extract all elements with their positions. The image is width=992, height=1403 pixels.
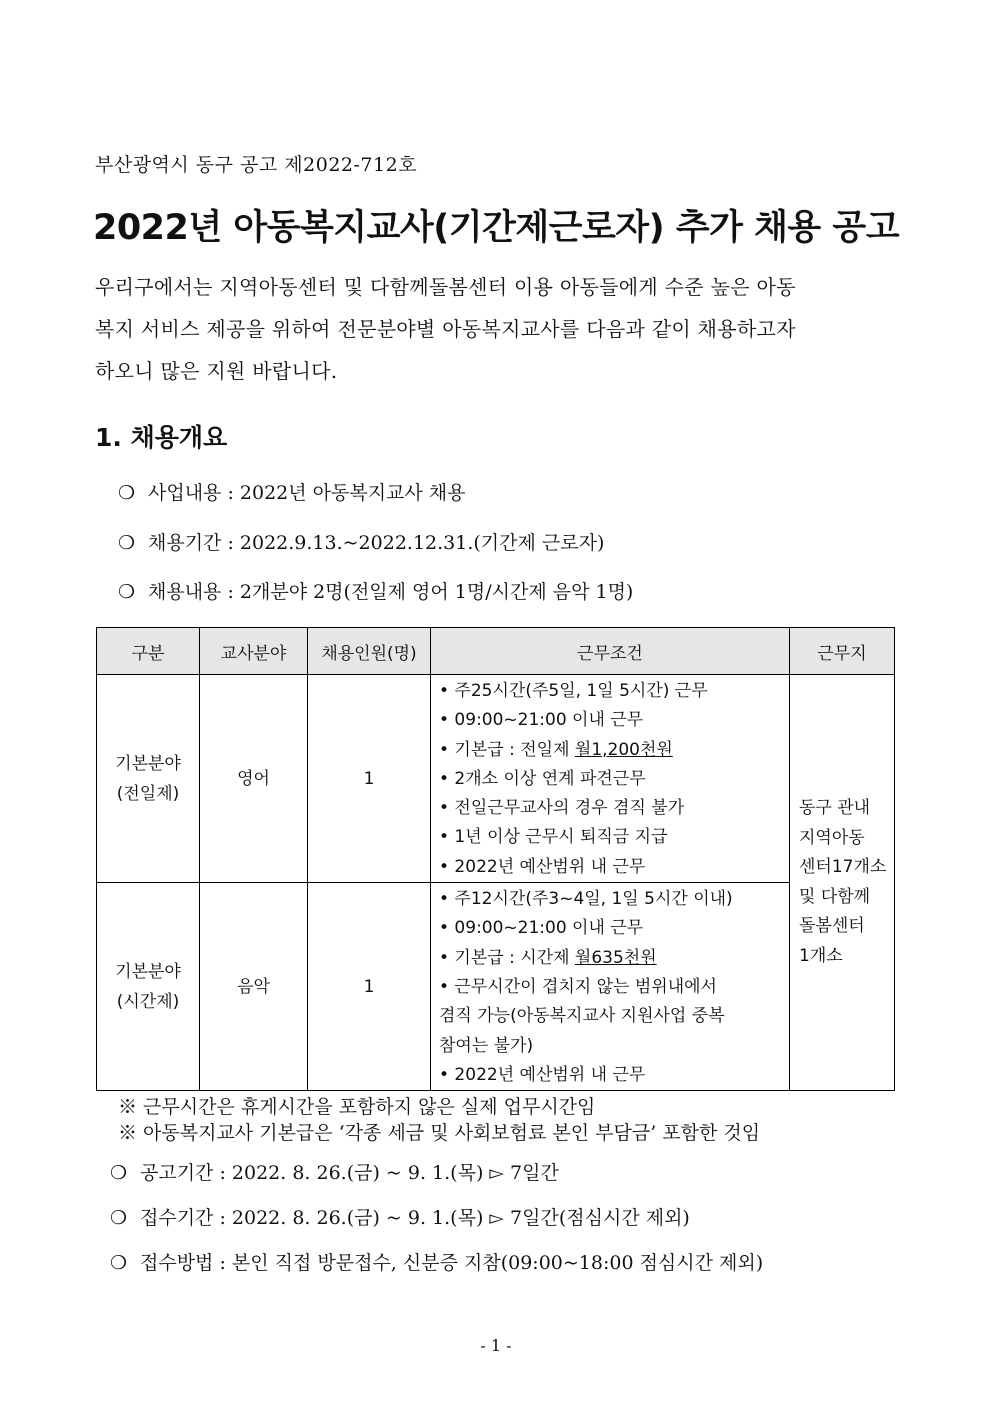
category-line: 기본분야 [115,753,181,774]
overview-item-business [118,478,466,505]
section-title: 1. 채용개요 [95,423,228,452]
table-header-row [97,628,895,675]
salary-value: 월1,200천원 [574,739,673,760]
condition-line: • 근무시간이 겹치지 않는 범위내에서 [439,976,717,997]
overview-item-text: 사업내용 : 2022년 아동복지교사 채용 [148,482,466,504]
circle-bullet-icon: ❍ [118,482,136,504]
condition-line: • 2022년 예산범위 내 근무 [439,1064,646,1085]
table-row [97,883,895,1091]
field-cell: 음악 [200,883,308,1091]
note-line: ※ 근무시간은 휴게시간을 포함하지 않은 실제 업무시간임 [118,1096,596,1118]
table-header-cell: 구분 [97,628,200,675]
table-header-cell: 채용인원(명) [308,628,431,675]
circle-bullet-icon: ❍ [110,1252,128,1274]
condition-line: • 1년 이상 근무시 퇴직금 지급 [439,827,668,848]
workplace-line: 센터17개소 [799,857,887,878]
workplace-line: 동구 관내 [799,798,871,819]
circle-bullet-icon: ❍ [110,1207,128,1229]
overview-item-text: 채용내용 : 2개분야 2명(전일제 영어 1명/시간제 음악 1명) [148,581,634,603]
workplace-line: 1개소 [799,945,843,966]
count-cell: 1 [308,675,431,883]
schedule-item-notice-period [110,1158,559,1185]
circle-bullet-icon: ❍ [118,532,136,554]
note-line: ※ 아동복지교사 기본급은 ‘각종 세금 및 사회보험료 본인 부담금’ 포함한 것임 [118,1122,761,1144]
condition-line: • 09:00~21:00 이내 근무 [439,918,644,939]
field-cell: 영어 [200,675,308,883]
intro-line: 하오니 많은 지원 바랍니다. [95,359,338,383]
salary-value: 월635천원 [574,947,657,968]
workplace-cell [790,675,895,1091]
page-title: 2022년 아동복지교사(기간제근로자) 추가 채용 공고 [92,208,900,248]
schedule-item-reception-method [110,1248,763,1275]
condition-line: • 기본급 : 전일제 월1,200천원 [439,739,673,760]
schedule-item-reception-period [110,1203,690,1230]
page-number: - 1 - [480,1336,512,1355]
table-header-cell: 교사분야 [200,628,308,675]
condition-line: 겸직 가능(아동복지교사 지원사업 중복 [439,1006,725,1027]
schedule-item-text: 공고기간 : 2022. 8. 26.(금) ~ 9. 1.(목) ▻ 7일간 [140,1162,559,1184]
condition-line: • 주12시간(주3~4일, 1일 5시간 이내) [439,889,733,910]
category-cell [97,883,200,1091]
condition-line: • 전일근무교사의 경우 겸직 불가 [439,798,685,819]
schedule-item-text: 접수방법 : 본인 직접 방문접수, 신분증 지참(09:00~18:00 점심시간 제외) [140,1252,764,1274]
schedule-item-text: 접수기간 : 2022. 8. 26.(금) ~ 9. 1.(목) ▻ 7일간(점심시간 제외) [140,1207,690,1229]
condition-line: • 주25시간(주5일, 1일 5시간) 근무 [439,681,708,701]
category-line: (시간제) [116,991,180,1012]
category-cell [97,675,200,883]
intro-line: 복지 서비스 제공을 위하여 전문분야별 아동복지교사를 다음과 같이 채용하고자 [95,317,796,341]
category-line: (전일제) [116,783,180,804]
intro-paragraph [95,266,897,392]
count-cell: 1 [308,883,431,1091]
table-header-cell: 근무조건 [431,628,790,675]
condition-line: • 기본급 : 시간제 월635천원 [439,947,657,968]
circle-bullet-icon: ❍ [118,581,136,603]
intro-line: 우리구에서는 지역아동센터 및 다함께돌봄센터 이용 아동들에게 수준 높은 아동 [95,275,796,299]
overview-item-text: 채용기간 : 2022.9.13.~2022.12.31.(기간제 근로자) [148,532,605,554]
workplace-line: 및 다함께 [799,886,871,907]
workplace-line: 돌봄센터 [799,916,865,937]
recruitment-table [96,627,895,1091]
condition-line: • 2022년 예산범위 내 근무 [439,856,646,877]
table-header-cell: 근무지 [790,628,895,675]
workplace-line: 지역아동 [799,827,865,848]
overview-item-content [118,577,633,604]
circle-bullet-icon: ❍ [110,1162,128,1184]
conditions-cell [431,675,790,883]
condition-line: • 2개소 이상 연계 파견근무 [439,768,646,789]
conditions-cell [431,883,790,1091]
condition-line: 참여는 불가) [439,1035,534,1056]
notice-number: 부산광역시 동구 공고 제2022-712호 [95,154,418,176]
table-row [97,675,895,883]
overview-item-period [118,528,604,555]
category-line: 기본분야 [115,961,181,982]
condition-line: • 09:00~21:00 이내 근무 [439,710,644,731]
